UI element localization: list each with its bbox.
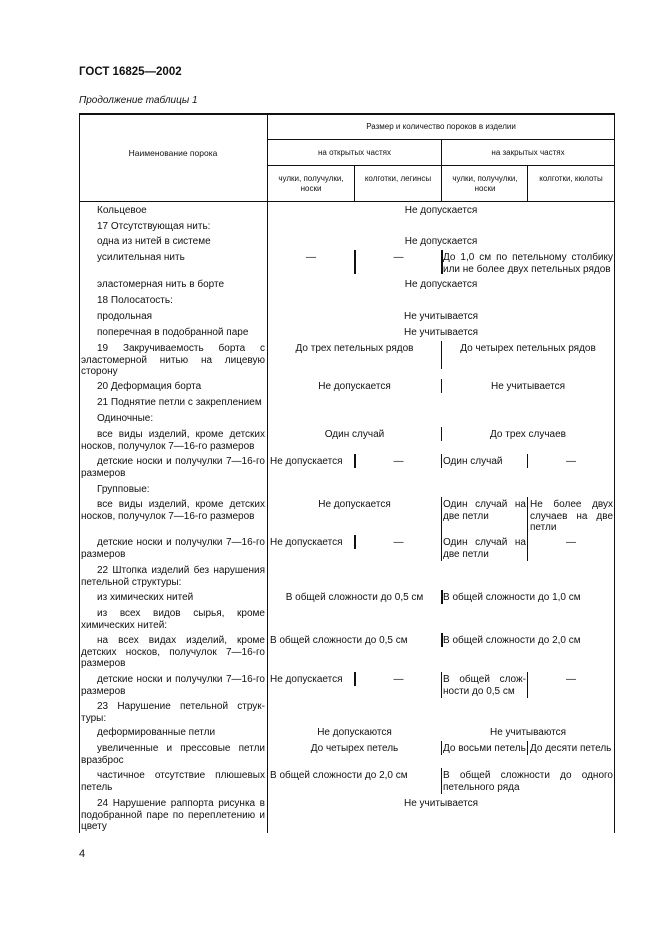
table-continuation-label: Продолжение таблицы 1 [79, 95, 198, 106]
row-value-closed: В общей сложности до 2,0 см [443, 635, 581, 646]
row-name: из всех видов сырья, кроме химических нитей: [81, 608, 265, 631]
row-value-open: В общей сложности до 0,5 см [270, 635, 408, 646]
row-value-b: — [393, 674, 404, 685]
row-value: Не допускается [404, 205, 478, 216]
row-value: Не допускается [404, 236, 478, 247]
row-name: детские носки и получулки 7—16-го размеров [81, 537, 265, 560]
row-name: 18 Полосатость: [97, 295, 173, 306]
row-value-d: — [566, 456, 576, 467]
row-value: Не учитывается [404, 798, 478, 809]
row-name: Кольцевое [97, 205, 147, 216]
cell-divider [527, 497, 528, 535]
row-value-open: Не допускаются [317, 727, 392, 738]
document-header: ГОСТ 16825—2002 [79, 66, 182, 78]
row-name: 17 Отсутствующая нить: [97, 221, 211, 232]
row-name: 20 Деформация борта [97, 381, 202, 392]
row-name: на всех видах изделий, кроме детских носков, получулок 7—16-го размеров [81, 635, 265, 669]
row-value-open: Один случай [324, 429, 385, 440]
row-value-open: В общей сложности до 2,0 см [270, 770, 408, 781]
row-name: детские носки и получулки 7—16-го размеров [81, 456, 265, 479]
row-name: увеличенные и прессовые петли вразброс [81, 743, 265, 766]
header-sub-tights-closed: колготки, кюлоты [539, 174, 603, 183]
row-name: поперечная в подобранной паре [97, 327, 249, 338]
header-sub-divider-1 [354, 165, 355, 201]
header-size-count: Размер и количество пороков в изделии [366, 122, 516, 131]
row-name: 19 Закручиваемость борта с эластомерной нитью на лицевую сторону [81, 343, 265, 377]
row-name: продольная [97, 311, 153, 322]
row-value-open: Не допускается [318, 499, 391, 510]
row-name: все виды изделий, кроме детских носков, получулок 7—16-го размеров [81, 499, 265, 522]
row-value-d: — [566, 537, 576, 548]
header-sub-divider-2 [527, 165, 528, 201]
cell-divider [441, 768, 442, 794]
table-top-border-2 [79, 114, 615, 115]
row-name: 23 Нарушение петельной струк-туры: [81, 701, 265, 724]
row-name: Групповые: [97, 484, 150, 495]
row-value: Не учитывается [404, 327, 478, 338]
row-value-d: До десяти петель [530, 743, 612, 754]
header-sub-tights-open: колготки, легинсы [364, 174, 432, 183]
row-name: 22 Штопка изделий без нарушения петельной структуры: [81, 565, 265, 588]
row-value-c: В общей слож-ности до 0,5 см [443, 674, 526, 697]
row-value-d: — [566, 674, 576, 685]
row-value-closed: До четырех петельных рядов [460, 343, 596, 354]
row-name: деформированные петли [97, 727, 216, 738]
table-name-column-border [267, 113, 268, 833]
row-value-closed: В общей сложности до 1,0 см [443, 592, 581, 603]
row-name: все виды изделий, кроме детских носков, получулок 7—16-го размеров [81, 429, 265, 452]
cell-divider [441, 741, 442, 755]
row-name: Одиночные: [97, 413, 154, 424]
header-closed-parts: на закрытых частях [491, 148, 565, 157]
row-value-a: Не допускается [270, 456, 343, 467]
cell-divider [527, 741, 528, 755]
row-value-closed: Не учитывается [491, 381, 565, 392]
row-value-c: Один случай [443, 456, 503, 467]
row-name: усилительная нить [97, 252, 185, 263]
row-name: 21 Поднятие петли с закреплением [97, 397, 262, 408]
row-name: из химических нитей [97, 592, 194, 603]
row-value: Не допускается [404, 279, 478, 290]
row-name: детские носки и получулки 7—16-го размеров [81, 674, 265, 697]
header-sub-stockings-open: чулки, получулки, носки [278, 174, 344, 193]
row-value-closed: В общей сложности до одного петельного ряда [443, 770, 613, 793]
row-value-a: Не допускается [270, 674, 343, 685]
row-value-c: До восьми петель [443, 743, 526, 754]
row-name: одна из нитей в системе [97, 236, 211, 247]
row-value-closed: До трех случаев [490, 429, 566, 440]
row-value-open: До четырех петель [310, 743, 399, 754]
header-sub-stockings-closed: чулки, получулки, носки [452, 174, 518, 193]
table-left-border [79, 113, 80, 833]
row-value-closed: Не учитываются [489, 727, 567, 738]
cell-divider [441, 672, 442, 698]
row-value-c: Один случай на две петли [443, 499, 526, 522]
row-value: Не учитывается [404, 311, 478, 322]
row-value-b: — [393, 537, 404, 548]
cell-divider [441, 454, 442, 468]
row-value-d: Не более двух случаев на две петли [530, 499, 613, 533]
row-value-open: Не допускается [318, 381, 391, 392]
row-name: 24 Нарушение раппорта рисунка в подобранной паре по переплетению и цвету [81, 798, 265, 832]
cell-divider [441, 535, 442, 561]
table-right-border [614, 113, 615, 833]
row-value-c: До 1,0 см по петельному столбику или не более двух петельных рядов [443, 252, 613, 275]
row-value-open: До трех петельных рядов [295, 343, 414, 354]
header-defect-name: Наименование порока [128, 148, 218, 158]
row-value-open: В общей сложности до 0,5 см [285, 592, 424, 603]
header-open-parts: на открытых частях [318, 148, 391, 157]
cell-divider [441, 497, 442, 535]
page-number: 4 [79, 848, 86, 860]
row-value-c: Один случай на две петли [443, 537, 526, 560]
row-value-b: — [393, 456, 404, 467]
row-value-a: Не допускается [270, 537, 343, 548]
row-name: эластомерная нить в борте [97, 279, 225, 290]
row-name: частичное отсутствие плюшевых петель [81, 770, 265, 793]
row-value-b: — [393, 252, 404, 263]
row-value-a: — [306, 252, 316, 263]
header-bottom-border [79, 201, 615, 202]
